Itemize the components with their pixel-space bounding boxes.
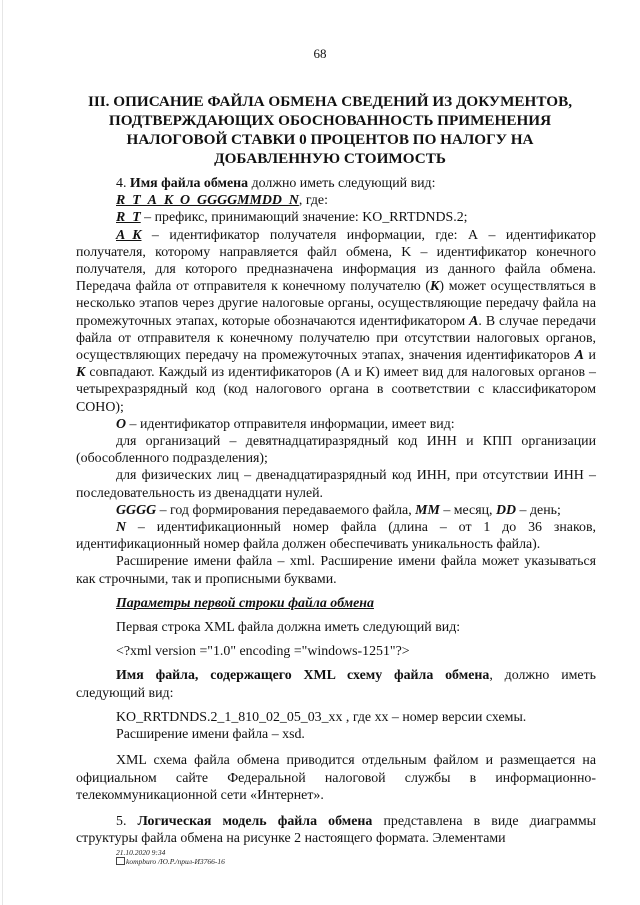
term-prefix: R_T (116, 210, 141, 226)
paragraph-extension: Расширение имени файла – xml. Расширение имени файла может указываться как строчными, так и прописными буквами. (76, 554, 596, 587)
file-name-pattern: R_T_A_K_O_GGGGMMDD_N (116, 193, 299, 209)
schema-file-name: KO_RRTDNDS.2_1_810_02_05_03_xx , где хх – номер версии схемы. (116, 709, 527, 725)
title-line: III. ОПИСАНИЕ ФАЙЛА ОБМЕНА СВЕДЕНИЙ ИЗ ДОКУМЕНТОВ, (87, 93, 573, 110)
paragraph-schema-extension: Расширение имени файла – xsd. (116, 727, 305, 743)
paragraph-prefix: R_T – префикс, принимающий значение: KO_RRTDNDS.2; (116, 210, 468, 226)
paragraph-organizations: для организаций – девятнадцатиразрядный код ИНН и КПП организации (обособленного подразделения); (76, 434, 596, 467)
paragraph-recipient-id: A_K – идентификатор получателя информации, где: А – идентификатор получателя, которому направляется файл обмена, K – идентификатор конечного получателя, для которого предназначена информация из данного файла обмена. Передача файла от отправителя к конечному получателю (К) может осуществляться в несколько этапов через другие налоговые органы, осуществляющие передачу файла на промежуточных этапах, которые обозначаются идентификатором А. В случае передачи файла от отправителя к конечному получателю при отсутствии налоговых органов, осуществляющих передачу на промежуточных этапах, значения идентификаторов А и К совпадают. Каждый из идентификаторов (А и К) имеет вид для налоговых органов – четырехразрядный код (код налогового органа в соответствии с классификатором СОНО); (76, 227, 596, 415)
footer-date: 21.10.2020 9:34 (116, 848, 166, 857)
paragraph-file-name-intro: 4. Имя файла обмена должно иметь следующий вид: (116, 176, 436, 191)
paragraph-logical-model: 5. Логическая модель файла обмена представлена в виде диаграммы структуры файла обмена на рисунке 2 настоящего формата. Элементами (76, 813, 597, 847)
term-recipient: A_K (116, 227, 142, 243)
paragraph-file-number: N – идентификационный номер файла (длина – от 1 до 36 знаков, идентификационный номер файла должен обеспечивать уникальность файла). (76, 520, 596, 553)
paragraph-schema-publication: XML схема файла обмена приводится отдельным файлом и размещается на официальном сайте Федеральной налоговой службы в информационно-телекоммуникационной сети «Интернет». (76, 753, 596, 803)
footer-stamp (116, 848, 225, 866)
section-title (70, 92, 590, 168)
title-line: НАЛОГОВОЙ СТАВКИ 0 ПРОЦЕНТОВ ПО НАЛОГУ НА (126, 131, 534, 148)
paragraph-date-parts: GGGG – год формирования передаваемого файла, MM – месяц, DD – день; (116, 502, 561, 518)
page-number: 68 (313, 46, 327, 61)
title-line: ПОДТВЕРЖДАЮЩИХ ОБОСНОВАННОСТЬ ПРИМЕНЕНИЯ (108, 112, 552, 129)
paragraph-first-line: Первая строка XML файла должна иметь следующий вид: (116, 620, 461, 636)
paragraph-schema-name: Имя файла, содержащего XML схему файла обмена, должно иметь следующий вид: (76, 668, 596, 701)
term-sender: O (116, 416, 127, 432)
document-icon (116, 857, 125, 865)
subheading-first-line-params: Параметры первой строки файла обмена (116, 595, 374, 611)
paragraph-file-name-pattern: R_T_A_K_O_GGGGMMDD_N, где: (116, 193, 328, 209)
title-line: ДОБАВЛЕННУЮ СТОИМОСТЬ (214, 150, 446, 167)
term-file-name: Имя файла обмена (129, 176, 249, 191)
document-body (76, 175, 596, 847)
xml-declaration: <?xml version ="1.0" encoding ="windows-1251"?> (116, 644, 410, 660)
footer-path: kompburo /Ю.Р./прил-И3766-16 (126, 857, 225, 866)
paragraph-individuals: для физических лиц – двенадцатиразрядный код ИНН, при отсутствии ИНН – последовательность из двенадцати нулей. (76, 468, 596, 501)
paragraph-sender-id: O – идентификатор отправителя информации, имеет вид: (116, 416, 455, 432)
